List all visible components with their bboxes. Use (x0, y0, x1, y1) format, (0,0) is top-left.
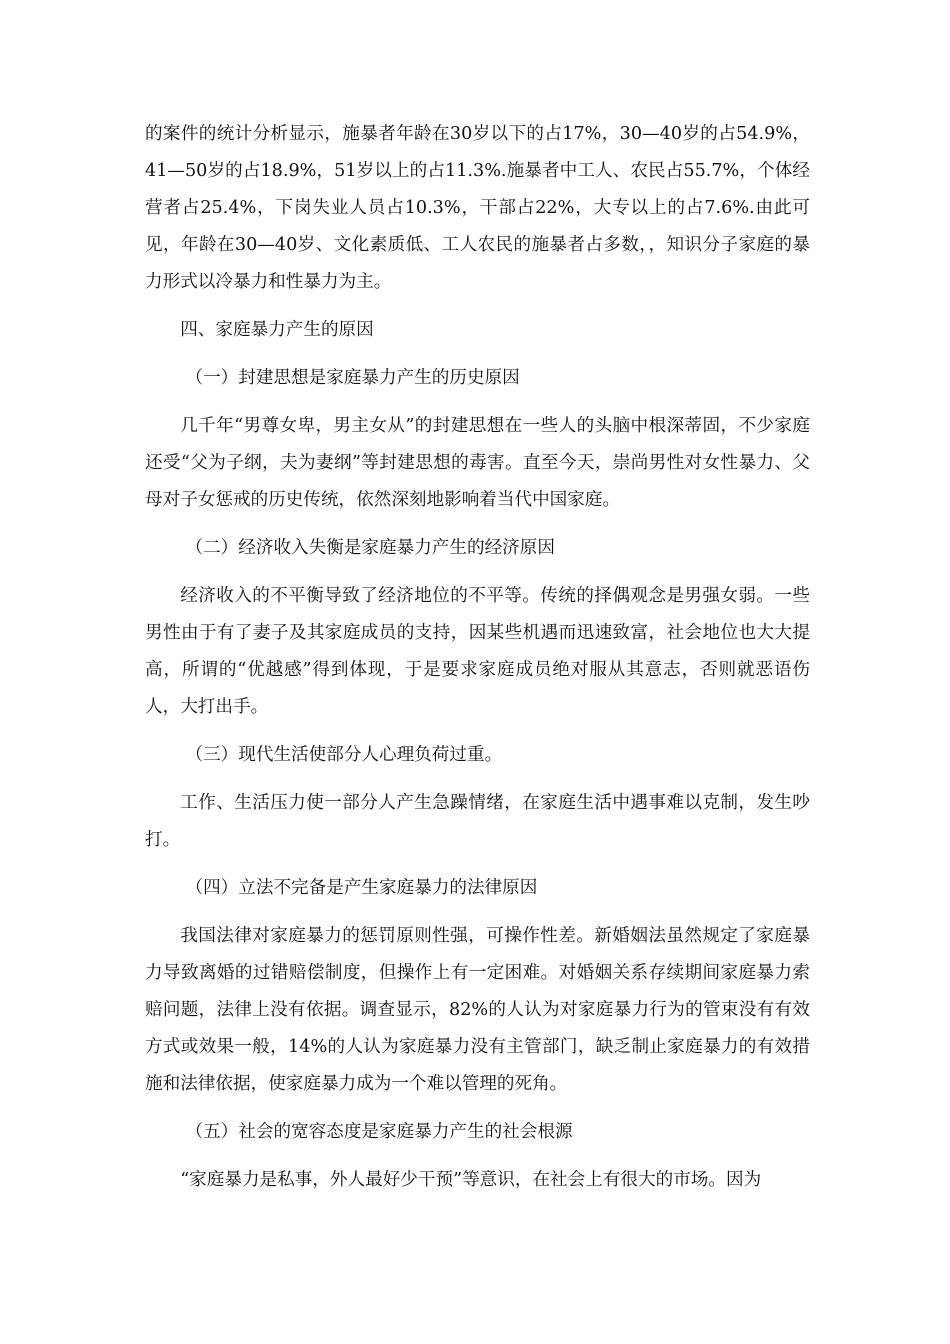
paragraph-feudal-thought: 几千年“男尊女卑，男主女从”的封建思想在一些人的头脑中根深蒂固，不少家庭还受“父为子纲，夫为妻纲”等封建思想的毒害。直至今天，崇尚男性对女性暴力、父母对子女惩戒的历史传统，依然深刻地影响着当代中国家庭。 (145, 416, 810, 510)
paragraph-statistics: 的案件的统计分析显示，施暴者年龄在30岁以下的占17%，30—40岁的占54.9%，41—50岁的占18.9%，51岁以上的占11.3%.施暴者中工人、农民占55.7%，个体经营者占25.4%，下岗失业人员占10.3%，干部占22%，大专以上的占7.6%.由此可见，年龄在30—40岁、文化素质低、工人农民的施暴者占多数，，知识分子家庭的暴力形式以冷暴力和性暴力为主。 (145, 124, 810, 292)
document-body (145, 116, 810, 1210)
subheading-feudal-thought: （一）封建思想是家庭暴力产生的历史原因 (185, 368, 520, 388)
subheading-social-tolerance: （五）社会的宽容态度是家庭暴力产生的社会根源 (185, 1122, 573, 1142)
subheading-economic-imbalance: （二）经济收入失衡是家庭暴力产生的经济原因 (185, 538, 555, 558)
subheading-legal-cause: （四）立法不完备是产生家庭暴力的法律原因 (185, 878, 538, 898)
paragraph-legal-cause: 我国法律对家庭暴力的惩罚原则性强，可操作性差。新婚姻法虽然规定了家庭暴力导致离婚的过错赔偿制度，但操作上有一定困难。对婚姻关系存续期间家庭暴力索赔问题，法律上没有依据。调查显示，82%的人认为对家庭暴力行为的管束没有有效方式或效果一般，14%的人认为家庭暴力没有主管部门，缺乏制止家庭暴力的有效措施和法律依据，使家庭暴力成为一个难以管理的死角。 (145, 926, 810, 1094)
subheading-modern-life-pressure: （三）现代生活使部分人心理负荷过重。 (185, 745, 503, 765)
paragraph-social-tolerance: “家庭暴力是私事，外人最好少干预”等意识，在社会上有很大的市场。因为 (180, 1170, 762, 1190)
paragraph-modern-life-pressure: 工作、生活压力使一部分人产生急躁情绪，在家庭生活中遇事难以克制，发生吵打。 (145, 793, 810, 850)
paragraph-economic-imbalance: 经济收入的不平衡导致了经济地位的不平等。传统的择偶观念是男强女弱。一些男性由于有了妻子及其家庭成员的支持，因某些机遇而迅速致富，社会地位也大大提高，所谓的“优越感”得到体现，于是要求家庭成员绝对服从其意志，否则就恶语伤人，大打出手。 (145, 586, 810, 717)
section-heading-causes: 四、家庭暴力产生的原因 (180, 320, 374, 340)
